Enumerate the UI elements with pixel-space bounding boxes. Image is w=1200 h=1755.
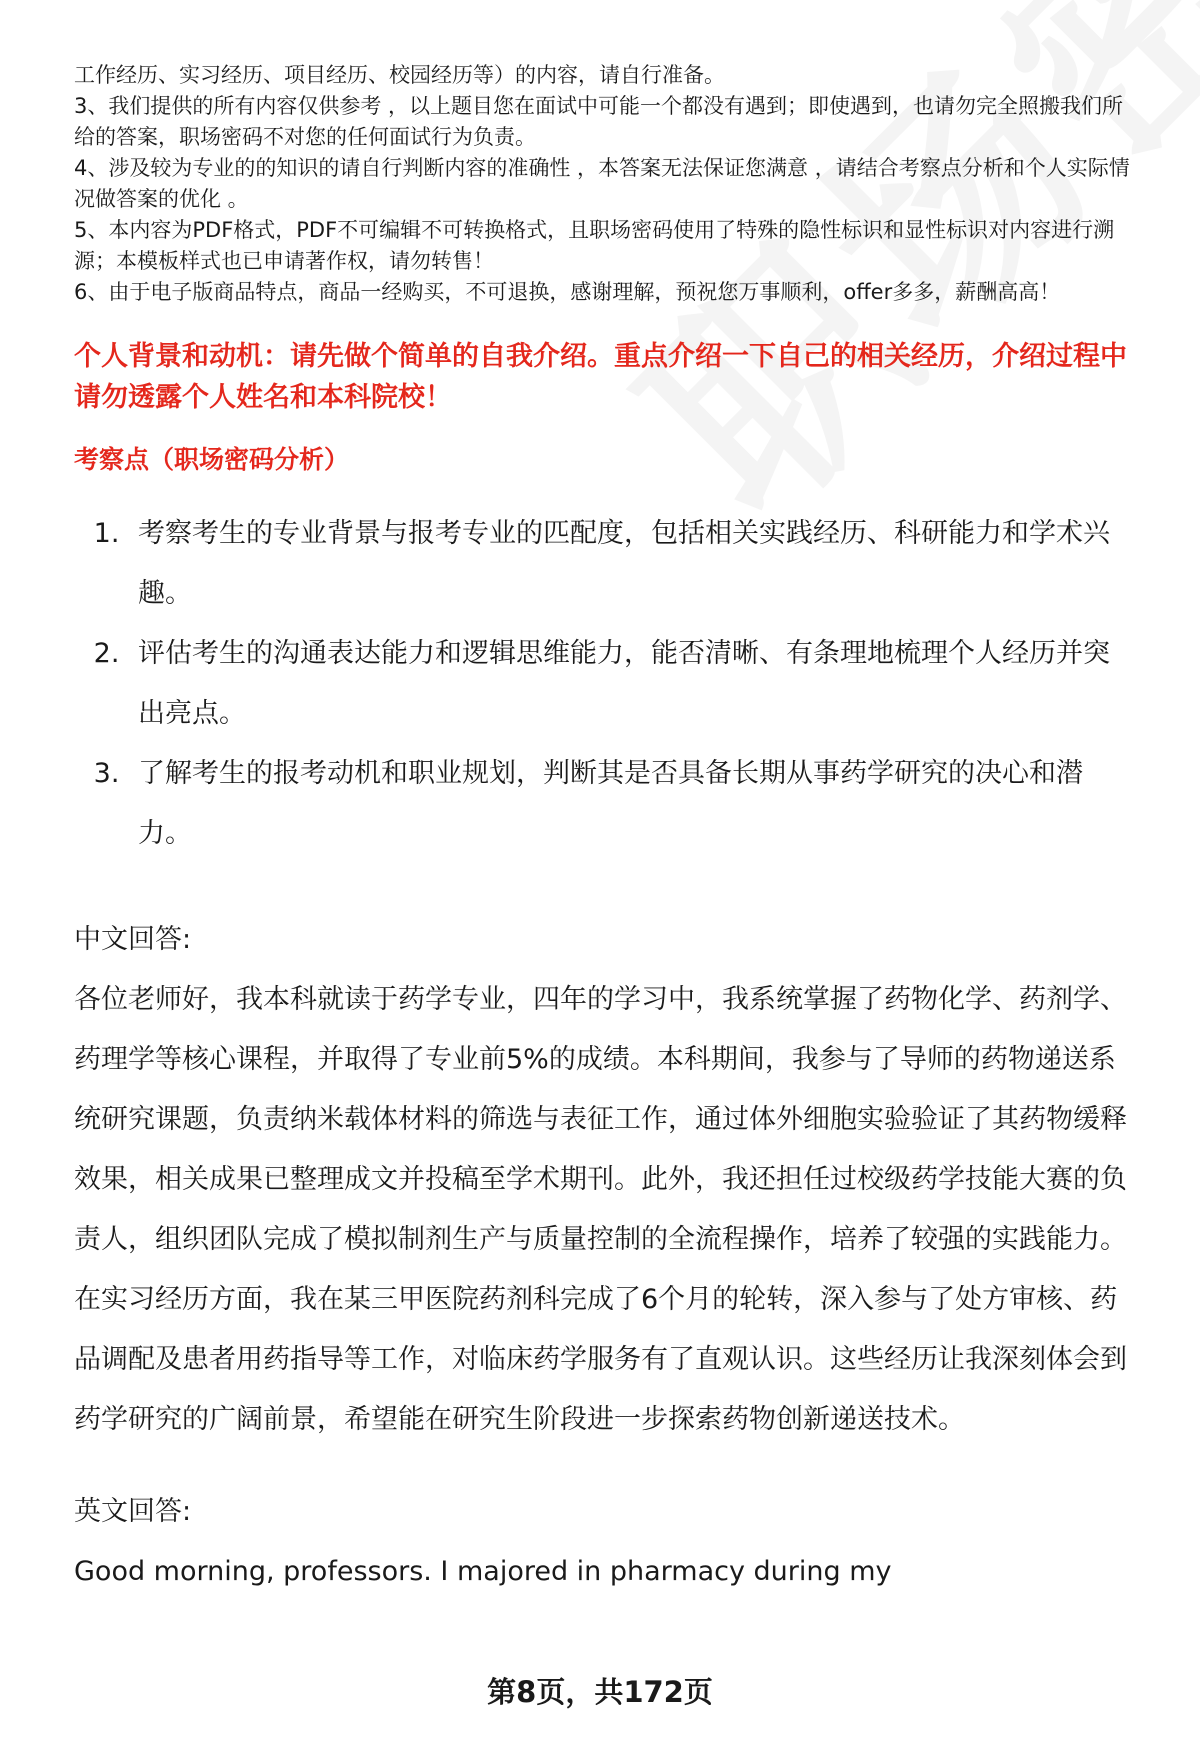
notes-section: [74, 60, 1130, 308]
analysis-point: 3. 了解考生的报考动机和职业规划，判断其是否具备长期从事药学研究的决心和潜力。: [128, 744, 1130, 864]
chinese-answer-text: 各位老师好，我本科就读于药学专业，四年的学习中，我系统掌握了药物化学、药剂学、药理学等核心课程，并取得了专业前5%的成绩。本科期间，我参与了导师的药物递送系统研究课题，负责纳米载体材料的筛选与表征工作，通过体外细胞实验验证了其药物缓释效果，相关成果已整理成文并投稿至学术期刊。此外，我还担任过校级药学技能大赛的负责人，组织团队完成了模拟制剂生产与质量控制的全流程操作，培养了较强的实践能力。在实习经历方面，我在某三甲医院药剂科完成了6个月的轮转，深入参与了处方审核、药品调配及患者用药指导等工作，对临床药学服务有了直观认识。这些经历让我深刻体会到药学研究的广阔前景，希望能在研究生阶段进一步探索药物创新递送技术。: [74, 984, 1127, 1435]
page-content: [74, 60, 1130, 1602]
english-answer-text: Good morning, professors. I majored in pharmacy during my: [74, 1556, 892, 1587]
english-answer-label: 英文回答:: [74, 1496, 192, 1527]
question-heading: 个人背景和动机：请先做个简单的自我介绍。重点介绍一下自己的相关经历，介绍过程中请勿透露个人姓名和本科院校！: [74, 341, 1127, 413]
page-number-footer: 第8页，共172页: [487, 1675, 713, 1709]
analysis-points-list: [74, 504, 1130, 864]
note-line: 4、涉及较为专业的的知识的请自行判断内容的准确性 ，本答案无法保证您满意 ，请结合考察点分析和个人实际情况做答案的优化 。: [74, 156, 1130, 211]
note-line: 工作经历、实习经历、项目经历、校园经历等）的内容，请自行准备。: [74, 63, 725, 87]
analysis-point: 2. 评估考生的沟通表达能力和逻辑思维能力，能否清晰、有条理地梳理个人经历并突出亮点。: [128, 624, 1130, 744]
note-line: 3、我们提供的所有内容仅供参考 ，以上题目您在面试中可能一个都没有遇到；即使遇到，也请勿完全照搬我们所给的答案，职场密码不对您的任何面试行为负责。: [74, 94, 1124, 149]
chinese-answer-label: 中文回答:: [74, 924, 192, 955]
analysis-point: 1. 考察考生的专业背景与报考专业的匹配度，包括相关实践经历、科研能力和学术兴趣。: [128, 504, 1130, 624]
note-line: 6、由于电子版商品特点，商品一经购买，不可退换，感谢理解，预祝您万事顺利，offer多多，薪酬高高！: [74, 280, 1061, 304]
note-line: 5、本内容为PDF格式，PDF不可编辑不可转换格式，且职场密码使用了特殊的隐性标识和显性标识对内容进行溯源；本模板样式也已申请著作权，请勿转售！: [74, 218, 1115, 273]
analysis-title: 考察点（职场密码分析）: [74, 445, 350, 474]
